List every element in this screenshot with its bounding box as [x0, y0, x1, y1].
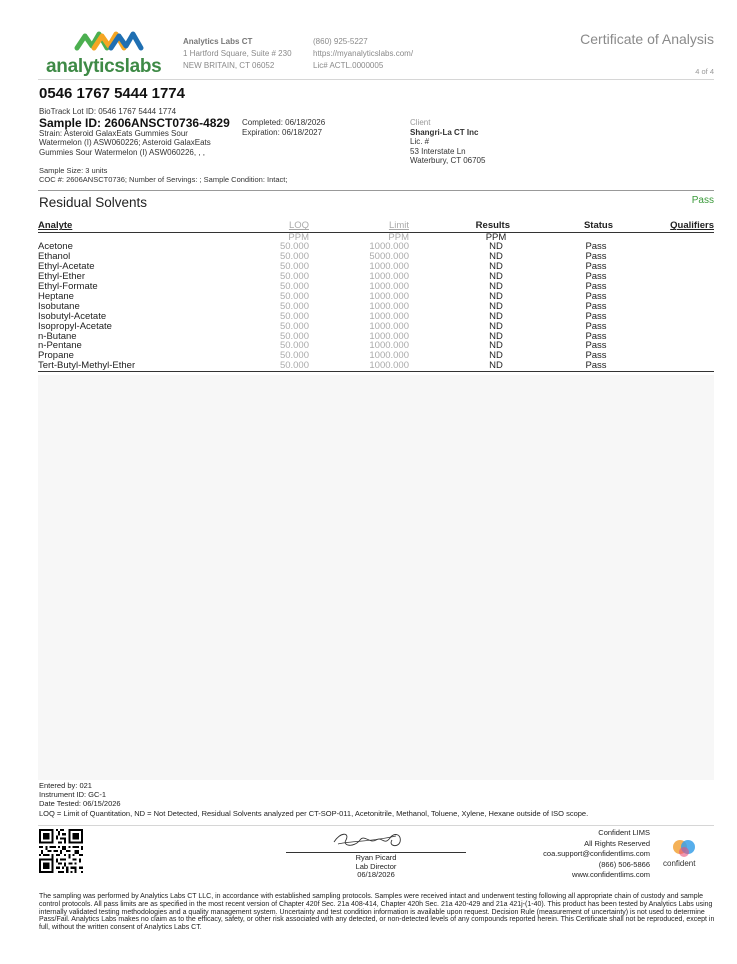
- footer-notes: [39, 781, 588, 818]
- analyte-cell: Ethanol: [38, 251, 71, 263]
- status-cell-value: Pass: [585, 281, 607, 293]
- analyte-cell: Propane: [38, 350, 74, 362]
- analyte-cell: Isobutane: [38, 300, 80, 312]
- status-cell-value: Pass: [585, 360, 607, 372]
- analyte-cell: n-Butane: [38, 330, 77, 342]
- qualifier-cell: [613, 272, 714, 282]
- lims-info: [543, 828, 650, 881]
- page-number: 4 of 4: [695, 67, 714, 76]
- header-divider: [38, 79, 714, 80]
- limit-cell: 1000.000: [369, 241, 409, 253]
- result-cell-value: ND: [489, 300, 503, 312]
- client-label: Client: [410, 118, 431, 127]
- entered-by: Entered by: 021: [39, 781, 92, 790]
- status-cell-value: Pass: [585, 251, 607, 263]
- table-header-row: [38, 221, 714, 232]
- status-cell-value: Pass: [585, 340, 607, 352]
- qualifier-cell: [613, 361, 714, 371]
- document-title: Certificate of Analysis: [580, 31, 714, 47]
- result-cell-value: ND: [489, 290, 503, 302]
- signature-image: [330, 828, 410, 852]
- loq-cell: 50.000: [279, 330, 309, 342]
- analyte-cell: n-Pentane: [38, 340, 82, 352]
- limit-cell: 1000.000: [309, 361, 409, 371]
- result-cell-value: ND: [489, 310, 503, 322]
- result-cell-value: ND: [489, 360, 503, 372]
- residual-solvents-table: [38, 221, 714, 372]
- client-address-2: Waterbury, CT 06705: [410, 156, 486, 165]
- sample-details: [39, 107, 230, 157]
- qualifier-cell: [613, 302, 714, 312]
- status-cell-value: Pass: [585, 330, 607, 342]
- qualifier-cell: [613, 341, 714, 351]
- col-loq: LOQ: [238, 221, 309, 232]
- result-cell-value: ND: [489, 261, 503, 273]
- lab-website: https://myanalyticslabs.com/: [313, 49, 414, 58]
- qualifier-cell: [613, 282, 714, 292]
- loq-cell: 50.000: [238, 361, 309, 371]
- result-cell-value: ND: [489, 281, 503, 293]
- limit-cell: 1000.000: [369, 261, 409, 273]
- qualifier-cell: [613, 292, 714, 302]
- col-qualifiers: Qualifiers: [613, 221, 714, 232]
- qualifier-cell: [613, 332, 714, 342]
- limit-cell: 5000.000: [369, 251, 409, 263]
- expiration-date: Expiration: 06/18/2027: [242, 128, 323, 137]
- client-name: Shangri-La CT Inc: [410, 127, 479, 137]
- results-unit: PPM: [485, 231, 507, 243]
- loq-cell: 50.000: [279, 300, 309, 312]
- analyte-cell: Isobutyl-Acetate: [38, 310, 107, 322]
- qualifier-cell: [613, 322, 714, 332]
- status-cell-value: Pass: [585, 241, 607, 253]
- qualifier-cell: [613, 351, 714, 361]
- strain-line-3: Gummies Sour Watermelon (I) ASW060226, , ,: [39, 147, 205, 157]
- loq-cell: 50.000: [279, 281, 309, 293]
- status-cell: [510, 361, 613, 371]
- lab-address-line-1: 1 Hartford Square, Suite # 230: [183, 49, 292, 58]
- lab-contact: [313, 36, 413, 72]
- section-status-badge: Pass: [691, 195, 714, 206]
- signer-date: 06/18/2026: [357, 870, 395, 880]
- qualifier-cell: [613, 262, 714, 272]
- result-cell-value: ND: [489, 320, 503, 332]
- limit-cell: 1000.000: [369, 330, 409, 342]
- analyte-cell: Isopropyl-Acetate: [38, 320, 112, 332]
- section-title: Residual Solvents: [39, 195, 148, 210]
- col-status: Status: [510, 221, 613, 232]
- limit-cell: 1000.000: [369, 350, 409, 362]
- result-cell-value: ND: [489, 340, 503, 352]
- analyte-cell: Tert-Butyl-Methyl-Ether: [38, 361, 238, 371]
- limit-unit: PPM: [388, 231, 409, 243]
- qr-code-icon: [39, 829, 83, 873]
- qualifier-cell: [613, 312, 714, 322]
- col-limit: Limit: [309, 221, 409, 232]
- loq-cell: 50.000: [279, 340, 309, 352]
- sample-size: Sample Size: 3 units: [39, 166, 108, 175]
- lab-license: Lic# ACTL.0000005: [313, 61, 384, 70]
- lab-info: [183, 36, 292, 72]
- status-cell-value: Pass: [585, 300, 607, 312]
- logo-wordmark: analyticslabs: [46, 56, 162, 77]
- lab-phone: (860) 925-5227: [313, 37, 368, 46]
- status-cell-value: Pass: [585, 310, 607, 322]
- footer-divider: [38, 825, 714, 826]
- signer-name: Ryan Picard: [355, 853, 397, 862]
- lims-website: www.confidentlims.com: [572, 870, 650, 880]
- result-cell-value: ND: [489, 350, 503, 362]
- status-cell-value: Pass: [585, 261, 607, 273]
- status-cell-value: Pass: [585, 290, 607, 302]
- blank-content-area: [38, 375, 714, 780]
- result-cell-value: ND: [489, 271, 503, 283]
- analyte-cell: Ethyl-Acetate: [38, 261, 95, 273]
- sample-dates: [242, 118, 325, 138]
- lims-email: coa.support@confidentlims.com: [543, 849, 650, 859]
- lims-rights: All Rights Reserved: [584, 838, 650, 848]
- loq-cell: 50.000: [279, 350, 309, 362]
- limit-cell: 1000.000: [369, 320, 409, 332]
- lab-address-line-2: NEW BRITAIN, CT 06052: [183, 61, 275, 70]
- limit-cell: 1000.000: [369, 340, 409, 352]
- limit-cell: 1000.000: [369, 271, 409, 283]
- loq-cell: 50.000: [279, 241, 309, 253]
- loq-cell: 50.000: [279, 271, 309, 283]
- analyte-cell: Heptane: [38, 290, 74, 302]
- result-cell: [409, 361, 510, 371]
- loq-note: LOQ = Limit of Quantitation, ND = Not Detected, Residual Solvents analyzed per CT-SOP-011, Acetonitrile, Methanol, Toluene, Xylene, Hexane outside of ISO scope.: [39, 808, 589, 818]
- loq-cell: 50.000: [279, 320, 309, 332]
- loq-cell: 50.000: [279, 290, 309, 302]
- table-body: [38, 232, 714, 372]
- loq-unit: PPM: [288, 231, 309, 243]
- limit-cell: 1000.000: [369, 300, 409, 312]
- limit-cell: 1000.000: [369, 281, 409, 293]
- loq-cell: 50.000: [279, 261, 309, 273]
- sample-condition: [39, 166, 287, 184]
- completed-date: Completed: 06/18/2026: [242, 118, 326, 127]
- col-results: Results: [409, 221, 510, 232]
- analyte-cell: Ethyl-Formate: [38, 281, 98, 293]
- loq-cell: 50.000: [279, 251, 309, 263]
- units-empty: [613, 232, 714, 242]
- biotrack-lot-id: BioTrack Lot ID: 0546 1767 5444 1774: [39, 107, 177, 116]
- result-cell-value: ND: [489, 330, 503, 342]
- client-address-1: 53 Interstate Ln: [410, 146, 466, 156]
- signer-title: Lab Director: [355, 861, 397, 871]
- date-tested: Date Tested: 06/15/2026: [39, 799, 121, 809]
- lims-name: Confident LIMS: [598, 828, 650, 837]
- legal-disclaimer: The sampling was performed by Analytics Labs CT LLC, in accordance with established sampling protocols. Samples were received intact and underwent testing following all appropriate chain of custody and sample control protocols. All pass limits are as specified in the most recent version of Chapter 420f Sec. 21a 408-414, Chapter 420h Sec. 21a 420-429 and 21a 421j-(1-40). This product has been tested by Analytics Labs using internally validated testing methodologies and a quality management system. Uncertainty and test condition information is available upon request. Decision Rule (measurement of uncertainty) is not used to determine Pass/Fail. Analytics Labs makes no claim as to the efficacy, safety, or other risk associated with any detected, or non-detected levels of any compounds reported herein. This Certificate shall not be reproduced, except in full, without the written consent of Analytics Labs CT.: [39, 893, 715, 932]
- status-cell-value: Pass: [585, 271, 607, 283]
- confident-wordmark: confident: [663, 859, 696, 868]
- qualifier-cell: [613, 242, 714, 252]
- sample-id: Sample ID: 2606ANSCT0736-4829: [39, 115, 230, 130]
- client-license: Lic. #: [410, 137, 430, 146]
- coc-info: COC #: 2606ANSCT0736; Number of Servings: ; Sample Condition: Intact;: [39, 175, 288, 184]
- col-analyte: Analyte: [38, 221, 238, 232]
- lims-phone: (866) 506-5866: [598, 859, 650, 869]
- client-info: [410, 118, 485, 166]
- analyte-cell: Ethyl-Ether: [38, 271, 85, 283]
- limit-cell: 1000.000: [369, 310, 409, 322]
- section-divider: [38, 190, 714, 191]
- strain-line-2: Watermelon (I) ASW060226; Asteroid GalaxEats: [39, 138, 211, 147]
- instrument-id: Instrument ID: GC-1: [39, 790, 107, 800]
- result-cell-value: ND: [489, 241, 503, 253]
- limit-cell: 1000.000: [369, 290, 409, 302]
- lab-name: Analytics Labs CT: [183, 37, 253, 46]
- qualifier-cell: [613, 252, 714, 262]
- status-cell-value: Pass: [585, 350, 607, 362]
- table-row: [38, 361, 714, 371]
- strain-line-1: Strain: Asteroid GalaxEats Gummies Sour: [39, 128, 188, 138]
- sample-lot-number: 0546 1767 5444 1774: [39, 85, 185, 102]
- analyte-cell: Acetone: [38, 241, 73, 253]
- signer-info: [326, 854, 426, 880]
- status-cell-value: Pass: [585, 320, 607, 332]
- loq-cell: 50.000: [279, 310, 309, 322]
- result-cell-value: ND: [489, 251, 503, 263]
